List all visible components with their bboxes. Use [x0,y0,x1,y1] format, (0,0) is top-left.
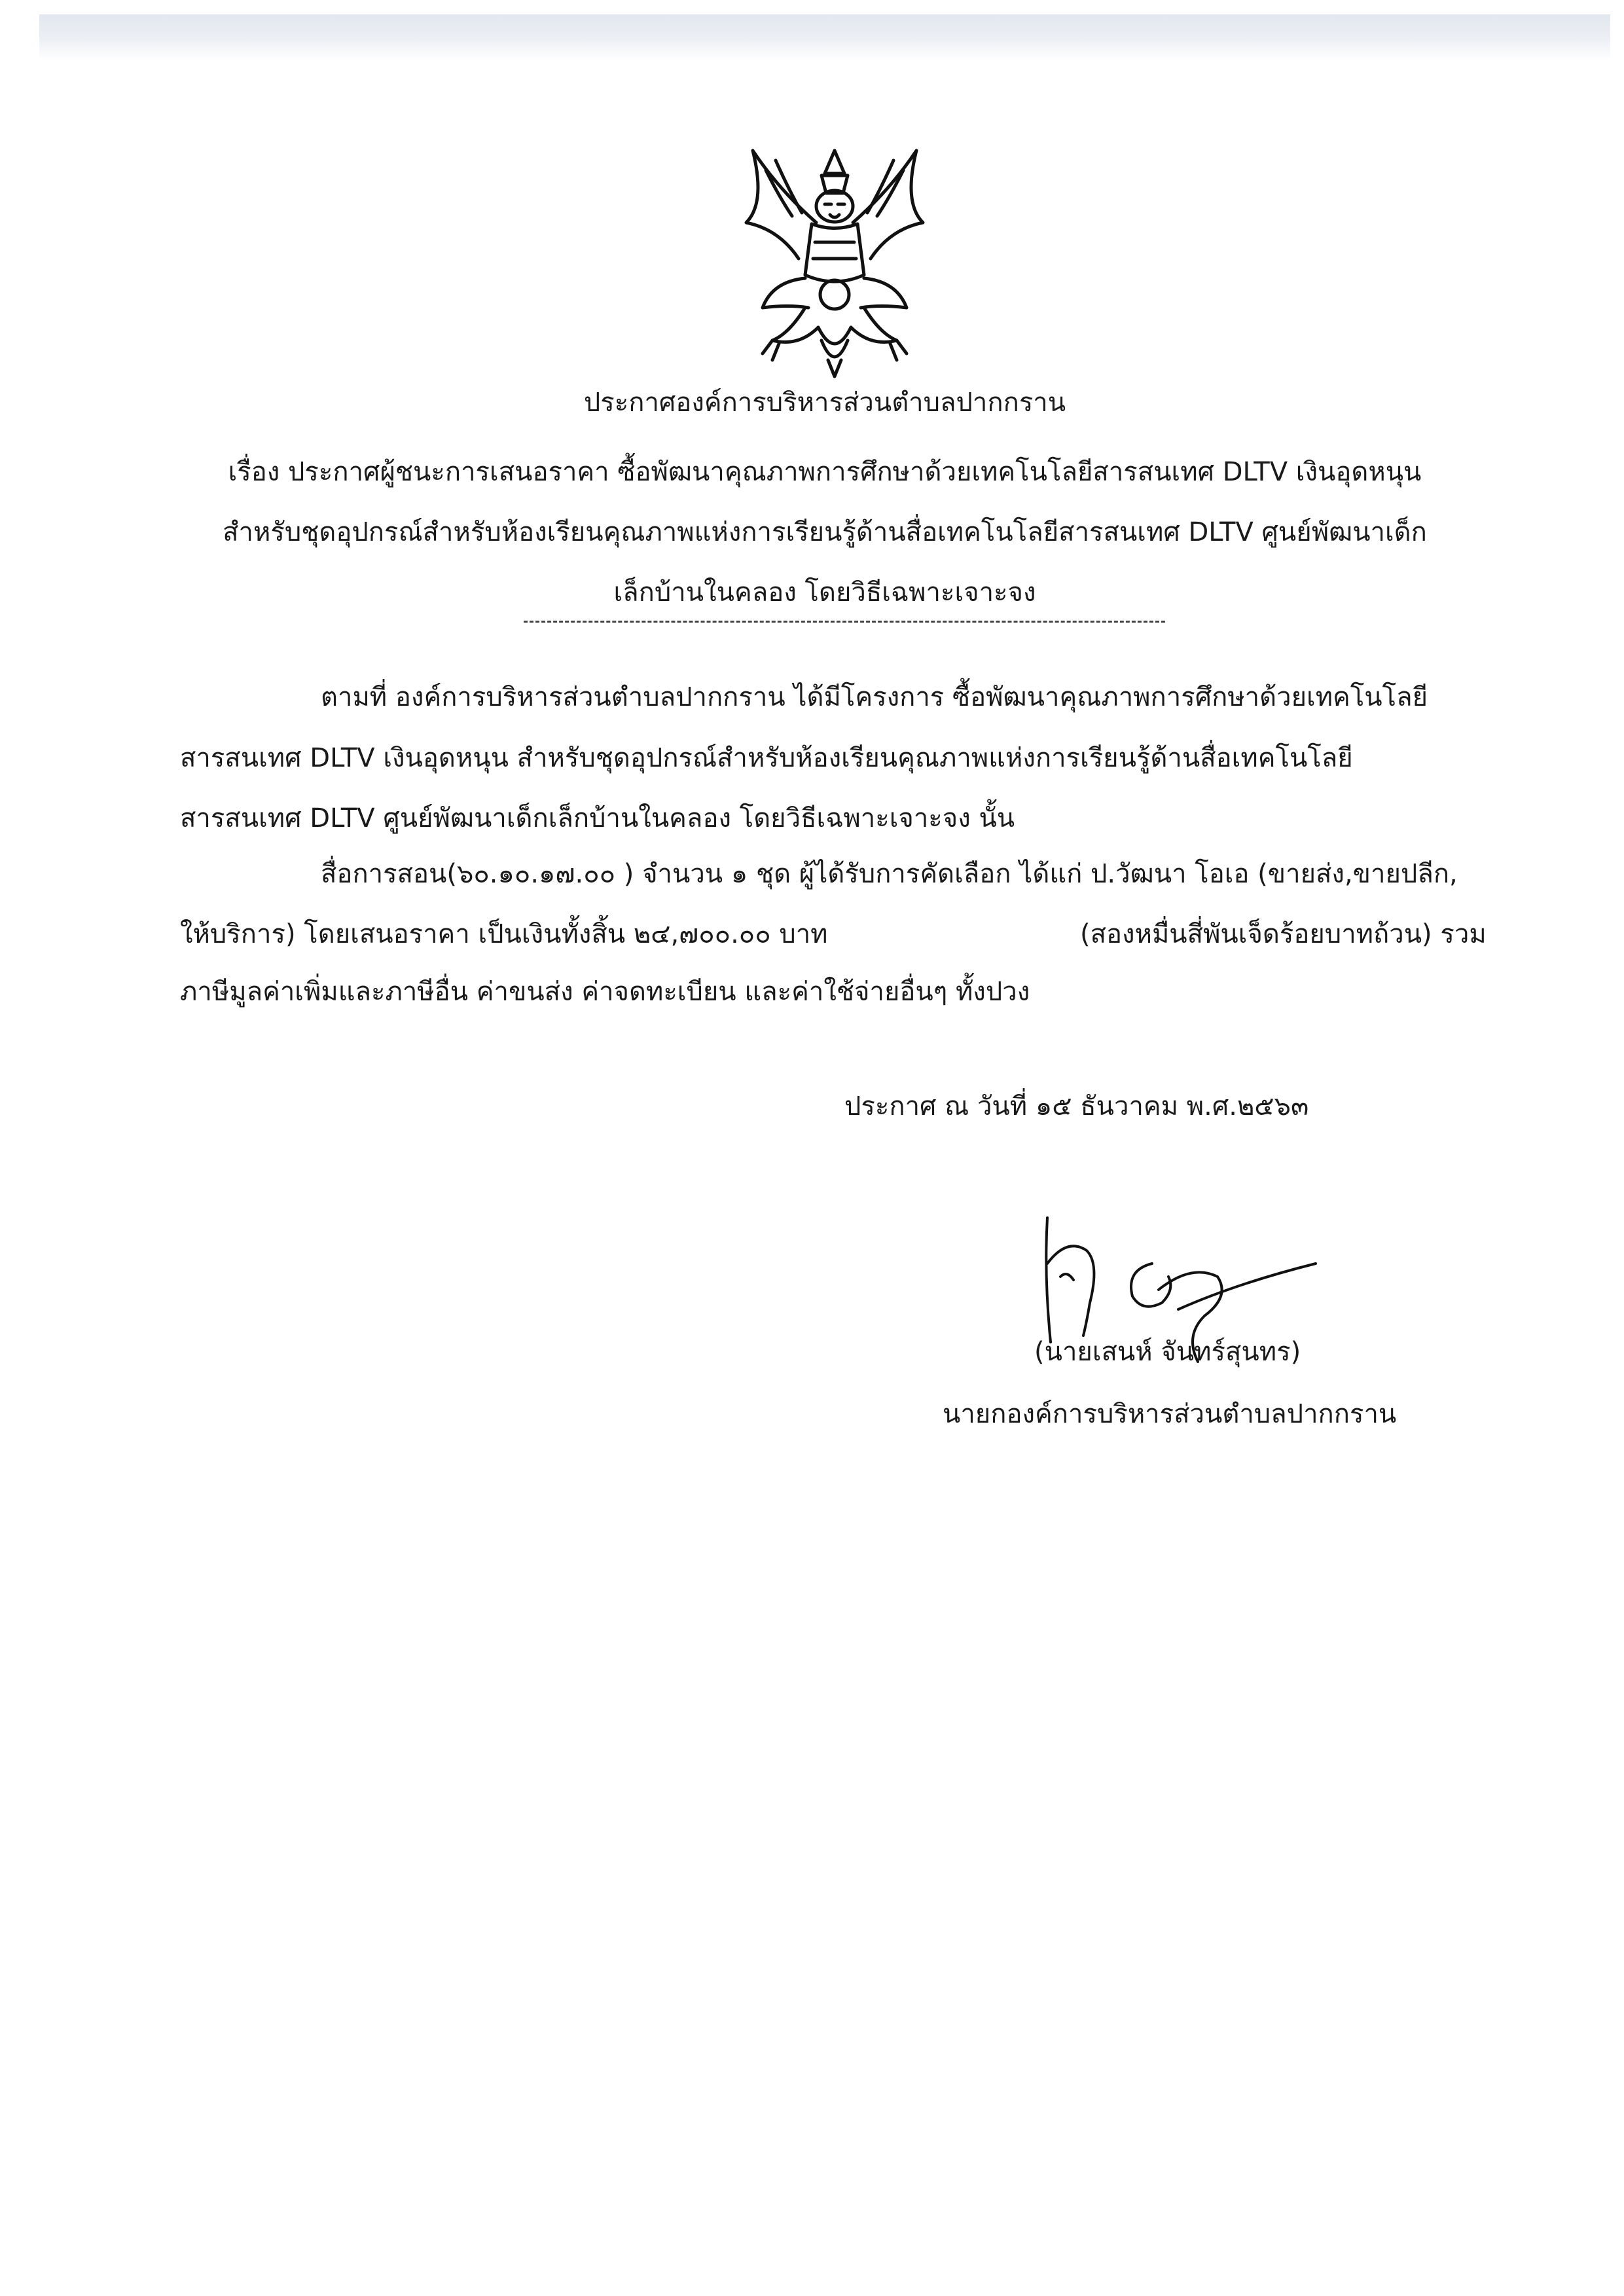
body-paragraph-2-line-3: ภาษีมูลค่าเพิ่มและภาษีอื่น ค่าขนส่ง ค่าจดทะเบียน และค่าใช้จ่ายอื่นๆ ทั้งปวง [180,977,1030,1007]
separator-line [524,621,1165,623]
announce-date: ประกาศ ณ วันที่ ๑๕ ธันวาคม พ.ศ.๒๕๖๓ [844,1091,1309,1121]
body-paragraph-2-line-1: สื่อการสอน(๖๐.๑๐.๑๗.๐๐ ) จำนวน ๑ ชุด ผู้ได้รับการคัดเลือก ได้แก่ ป.วัฒนา โอเอ (ขายส่ง,ขายปลีก, [321,859,1458,889]
subject-line-2: สำหรับชุดอุปกรณ์สำหรับห้องเรียนคุณภาพแห่งการเรียนรู้ด้านสื่อเทคโนโลยีสารสนเทศ DLTV ศูนย์พัฒนาเด็ก [223,517,1427,547]
garuda-emblem-icon [727,144,943,380]
org-heading: ประกาศองค์การบริหารส่วนตำบลปากกราน [583,388,1066,418]
signer-title: นายกองค์การบริหารส่วนตำบลปากกราน [943,1399,1397,1429]
body-paragraph-2-line-2-amount: ให้บริการ) โดยเสนอราคา เป็นเงินทั้งสิ้น ๒๔,๗๐๐.๐๐ บาท [180,919,828,949]
scan-edge-shading [39,14,1610,60]
body-paragraph-2-line-2-amount-words: (สองหมื่นสี่พันเจ็ดร้อยบาทถ้วน) รวม [1080,919,1487,949]
body-paragraph-1-line-3: สารสนเทศ DLTV ศูนย์พัฒนาเด็กเล็กบ้านในคลอง โดยวิธีเฉพาะเจาะจง นั้น [180,803,1015,833]
subject-line-3: เล็กบ้านในคลอง โดยวิธีเฉพาะเจาะจง [613,577,1036,608]
body-paragraph-1-line-2: สารสนเทศ DLTV เงินอุดหนุน สำหรับชุดอุปกรณ์สำหรับห้องเรียนคุณภาพแห่งการเรียนรู้ด้านสื่อเทคโนโลยี [180,743,1353,773]
body-paragraph-1-line-1: ตามที่ องค์การบริหารส่วนตำบลปากกราน ได้มีโครงการ ซื้อพัฒนาคุณภาพการศึกษาด้วยเทคโนโลยี [321,682,1428,712]
subject-block [157,442,1492,623]
signer-name: (นายเสนห์ จันทร์สุนทร) [1034,1337,1301,1367]
subject-line-1: เรื่อง ประกาศผู้ชนะการเสนอราคา ซื้อพัฒนาคุณภาพการศึกษาด้วยเทคโนโลยีสารสนเทศ DLTV เงินอุดหนุน [228,457,1422,487]
